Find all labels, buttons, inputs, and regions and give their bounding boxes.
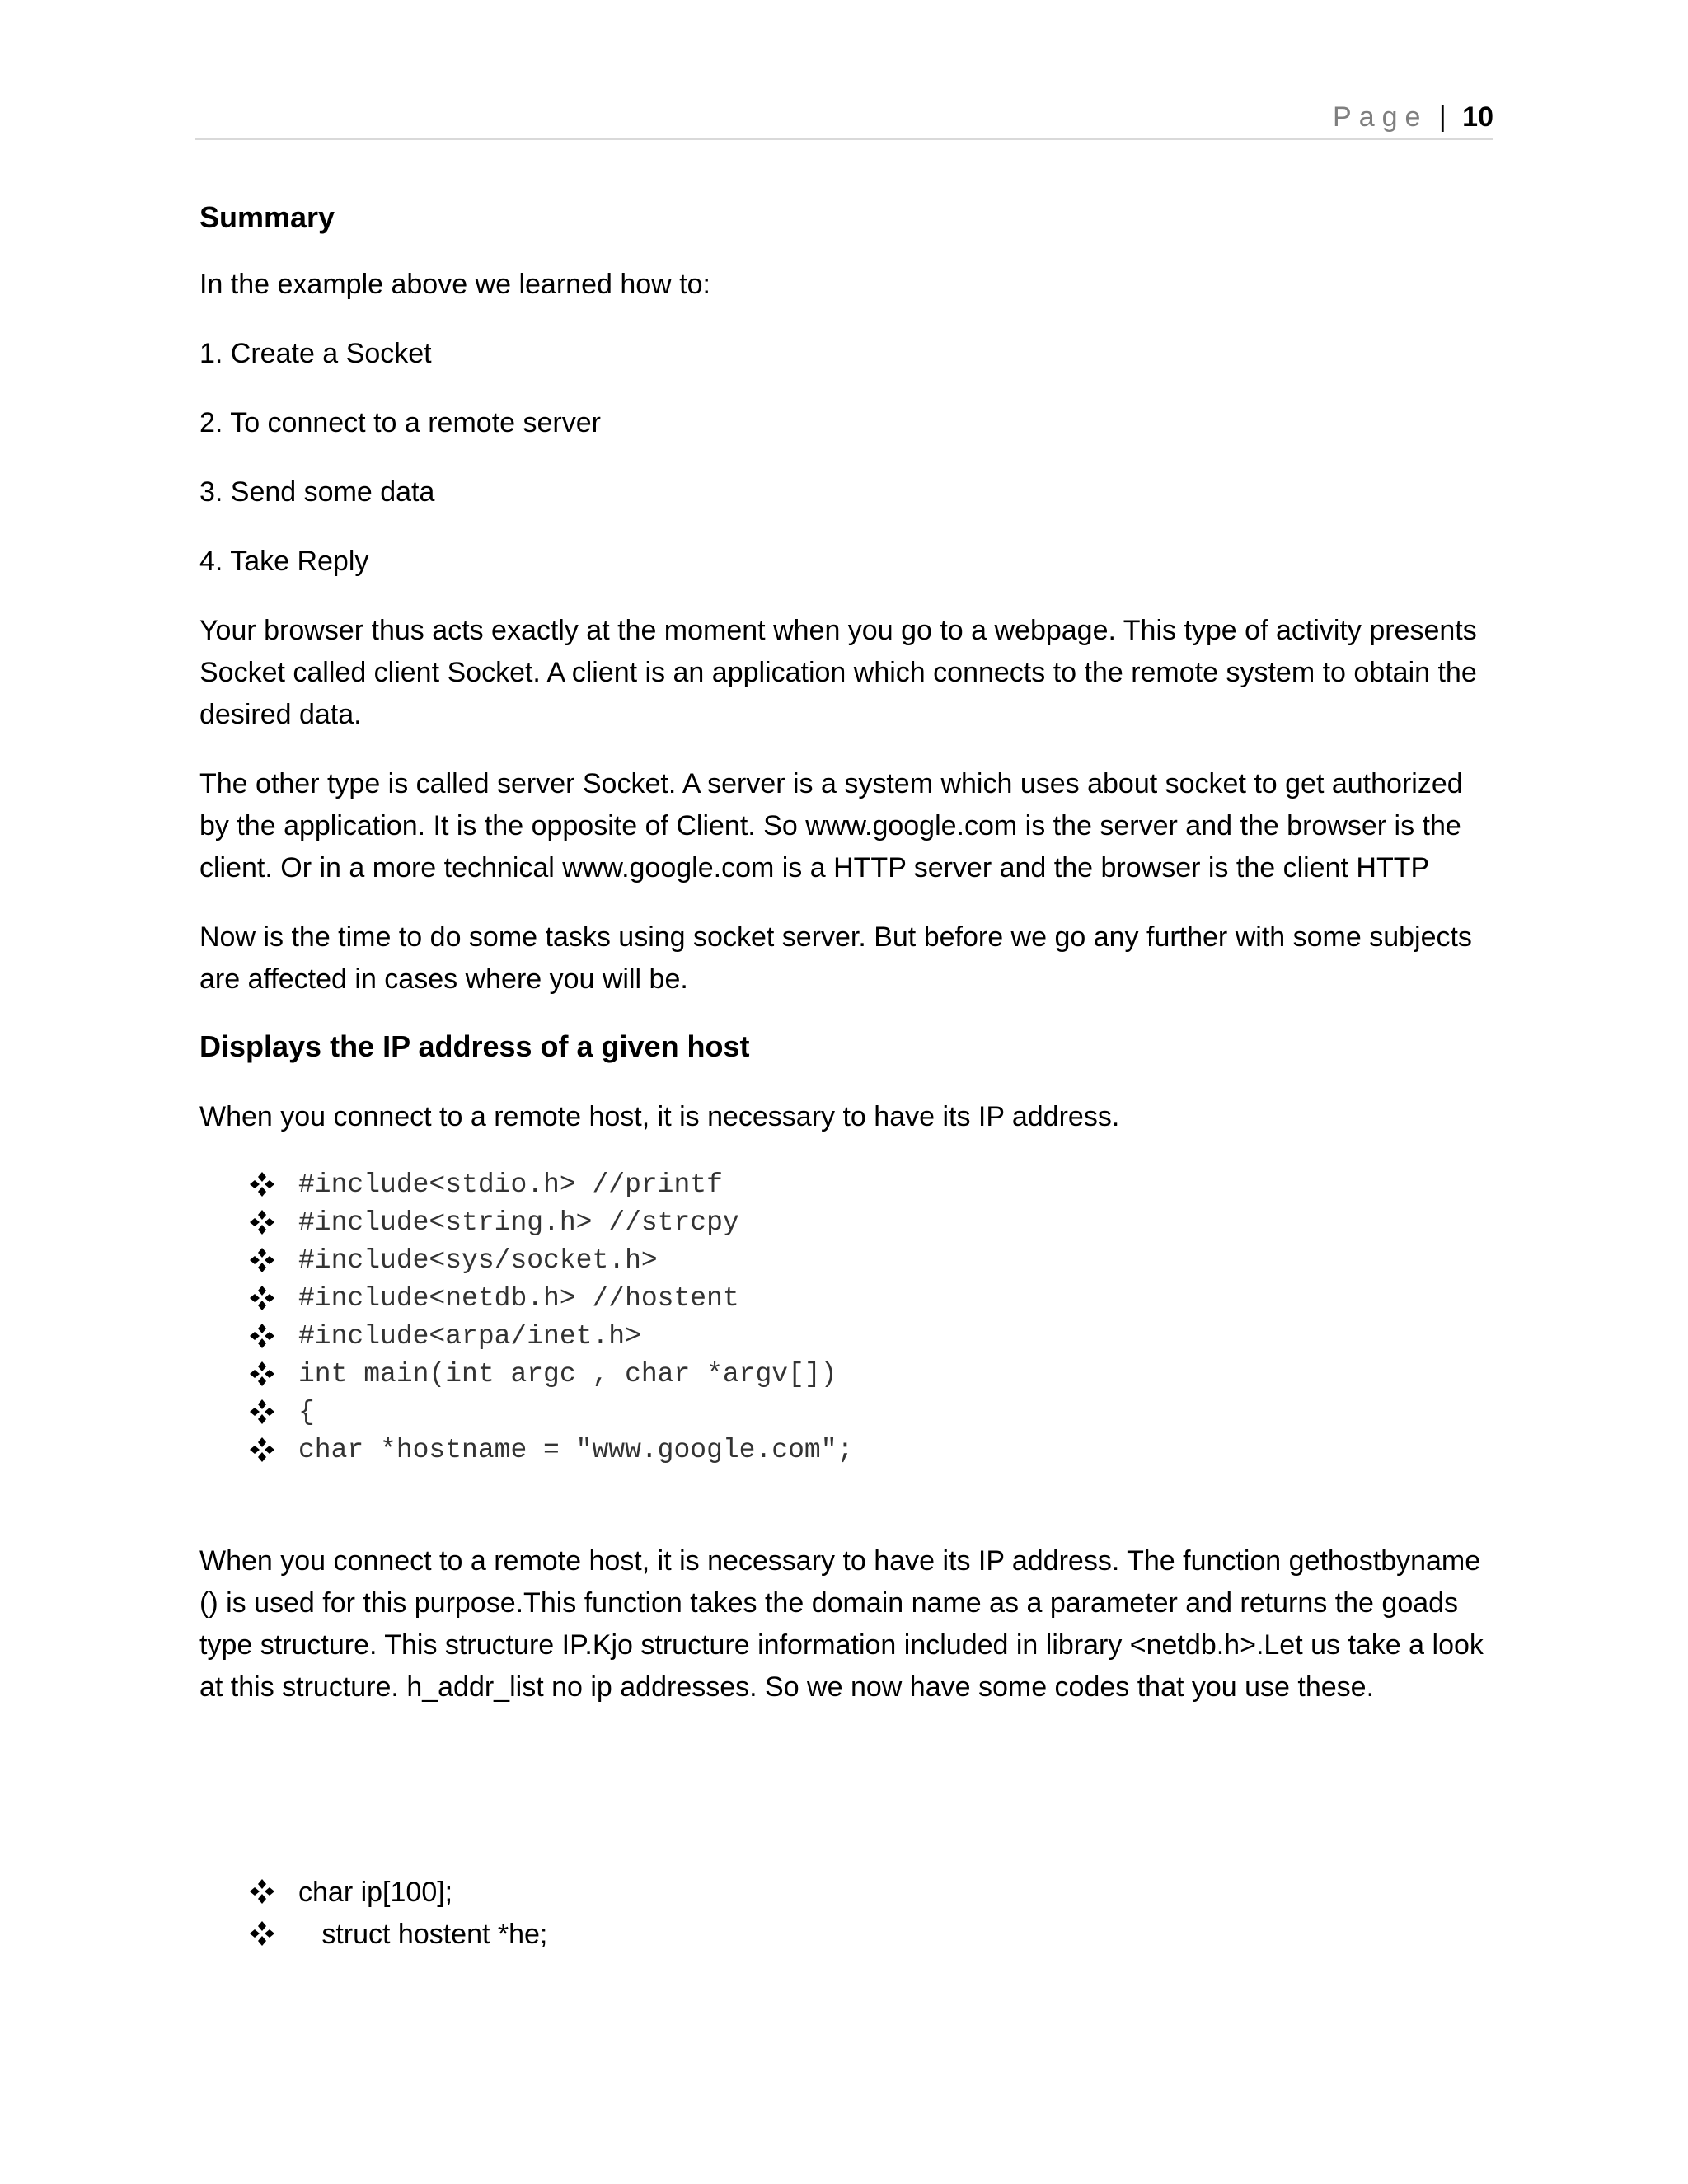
step-item: 4. Take Reply bbox=[199, 546, 369, 577]
step-item: 1. Create a Socket bbox=[199, 338, 432, 369]
paragraph: The other type is called server Socket. A server is a system which uses about socket to get authorized by the application. It is the opposite of Client. So www.google.com is the server and the browser is the client. Or in a more technical www.google.com is a HTTP server and the browser is the client HTTP bbox=[199, 768, 1463, 883]
bullet-icon bbox=[249, 1432, 282, 1469]
code-text: int main(int argc , char *argv[]) bbox=[298, 1359, 837, 1390]
summary-intro: In the example above we learned how to: bbox=[199, 269, 710, 300]
ip-section-intro: When you connect to a remote host, it is necessary to have its IP address. bbox=[199, 1101, 1120, 1132]
code-line bbox=[199, 1280, 1493, 1318]
page-content bbox=[199, 196, 1493, 1956]
code-line bbox=[199, 1394, 1493, 1432]
bullet-icon bbox=[249, 1356, 282, 1394]
code-line bbox=[199, 1166, 1493, 1204]
step-item: 2. To connect to a remote server bbox=[199, 407, 601, 438]
bullet-icon bbox=[249, 1394, 282, 1432]
code-line bbox=[199, 1356, 1493, 1394]
page-header bbox=[195, 96, 1493, 140]
code-text: #include<arpa/inet.h> bbox=[298, 1321, 641, 1352]
bullet-icon bbox=[249, 1318, 282, 1356]
bullet-icon bbox=[249, 1204, 282, 1242]
page-separator: | bbox=[1438, 101, 1447, 133]
bullet-icon bbox=[249, 1166, 282, 1204]
ip-section-heading: Displays the IP address of a given host bbox=[199, 1029, 750, 1063]
code-line bbox=[199, 1432, 1493, 1469]
ip-section-explanation: When you connect to a remote host, it is necessary to have its IP address. The function gethostbyname () is used for this purpose.This function takes the domain name as a parameter and returns the goads type structure. This structure IP.Kjo structure information included in library <netdb.h>.Let us take a look at this structure. h_addr_list no ip addresses. So we now have some codes that you use these. bbox=[199, 1545, 1484, 1703]
page-label: Page bbox=[1333, 101, 1428, 133]
code-text: #include<sys/socket.h> bbox=[298, 1245, 658, 1276]
code-line bbox=[199, 1204, 1493, 1242]
code-text: { bbox=[298, 1397, 315, 1427]
code-text: struct hostent *he; bbox=[298, 1919, 548, 1950]
code-text: #include<string.h> //strcpy bbox=[298, 1207, 739, 1238]
bullet-icon bbox=[249, 1872, 282, 1910]
code-line bbox=[199, 1914, 1493, 1956]
code-text: #include<netdb.h> //hostent bbox=[298, 1283, 739, 1314]
step-item: 3. Send some data bbox=[199, 476, 435, 508]
bullet-icon bbox=[249, 1914, 282, 1952]
code-text: #include<stdio.h> //printf bbox=[298, 1169, 723, 1200]
summary-heading: Summary bbox=[199, 200, 335, 234]
code-text: char *hostname = "www.google.com"; bbox=[298, 1435, 854, 1465]
code-line bbox=[199, 1242, 1493, 1280]
code-block bbox=[199, 1166, 1493, 1469]
code-line bbox=[199, 1318, 1493, 1356]
bullet-icon bbox=[249, 1280, 282, 1318]
bullet-icon bbox=[249, 1242, 282, 1280]
paragraph: Your browser thus acts exactly at the moment when you go to a webpage. This type of activity presents Socket called client Socket. A client is an application which connects to the remote system to obtain the desired data. bbox=[199, 615, 1477, 730]
paragraph: Now is the time to do some tasks using socket server. But before we go any further with some subjects are affected in cases where you will be. bbox=[199, 921, 1472, 995]
code-block-2 bbox=[199, 1872, 1493, 1956]
code-line bbox=[199, 1872, 1493, 1914]
page-number: 10 bbox=[1462, 101, 1493, 133]
code-text: char ip[100]; bbox=[298, 1877, 453, 1908]
